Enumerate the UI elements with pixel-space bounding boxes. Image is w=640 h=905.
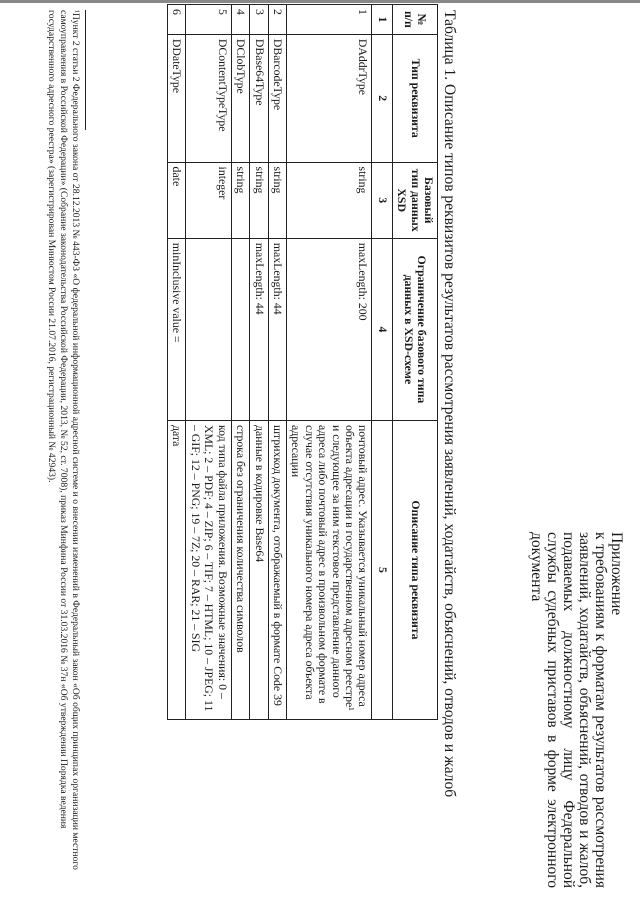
appendix-block	[528, 532, 624, 888]
row-restriction: maxLength: 200	[286, 238, 371, 420]
row-xsd-base: string	[231, 162, 249, 238]
row-description: код типа файла приложения. Возможные значения: 0 – XML; 2 – PDF; 4 – ZIP; 6 – TIF; 7 – HTML; 10 – JPEG; 11 – GIF; 12 – PNG; 19 – 7Z; 20 – RAR; 21 – SIG	[186, 420, 231, 719]
row-number: 1	[286, 5, 371, 35]
header-type: Тип реквизита	[392, 34, 437, 162]
row-number: 2	[268, 5, 286, 35]
row-number: 4	[231, 5, 249, 35]
row-xsd-base: string	[268, 162, 286, 238]
footnote: ¹Пункт 2 статьи 2 Федерального закона от 28.12.2013 № 443-ФЗ «О федеральной информационной адресной системе и о внесении изменений в Федеральный закон «Об общих принципах организации местного самоуправления в Российской Федерации» (Собрание законодательства Российской Федерации, 2013, № 52, ст. 7008), приказ Минфина России от 31.03.2016 № 37н «Об утверждении Порядка ведения государственного адресного реестра» (зарегистрирован Минюстом России 21.07.2016, регистрационный № 42943).	[46, 10, 81, 870]
row-type: DContentTypeType	[186, 34, 231, 162]
column-number-row	[372, 5, 392, 720]
table-row	[286, 5, 371, 720]
table-caption: Таблица 1. Описание типов реквизитов результатов рассмотрения заявлений, ходатайств, объяснений, отводов и жалоб	[441, 10, 458, 798]
page-edge	[0, 0, 640, 3]
column-number: 4	[372, 238, 392, 420]
row-restriction: minInclusive value =	[168, 238, 186, 420]
appendix-text: к требованиям к форматам результатов рассмотрения заявлений, ходатайств, объяснений, отводов и жалоб, подаваемых должностному лицу Федеральной службы судебных приставов в форме электронного документа	[528, 532, 609, 888]
header-xsd-base: Базовый тип данных XSD	[392, 162, 437, 238]
row-xsd-base: integer	[186, 162, 231, 238]
row-description: данные в кодировке Base64	[250, 420, 268, 719]
row-number: 5	[186, 5, 231, 35]
table-row	[168, 5, 186, 720]
rotated-document-page	[6, 4, 636, 904]
table-row	[186, 5, 231, 720]
row-xsd-base: date	[168, 162, 186, 238]
table-row	[268, 5, 286, 720]
row-number: 6	[168, 5, 186, 35]
row-description: штрихкод документа, отображаемый в формате Code 39	[268, 420, 286, 719]
row-restriction: maxLength: 44	[250, 238, 268, 420]
row-type: DBase64Type	[250, 34, 268, 162]
column-number: 1	[372, 5, 392, 35]
header-number: № п/п	[392, 5, 437, 35]
row-restriction: maxLength: 44	[268, 238, 286, 420]
footnote-divider	[85, 10, 86, 130]
row-restriction	[186, 238, 231, 420]
column-number: 2	[372, 34, 392, 162]
appendix-heading: Приложение	[608, 532, 625, 616]
table-header-row	[392, 5, 437, 720]
row-description: строка без ограничения количества символов	[231, 420, 249, 719]
row-type: DDateType	[168, 34, 186, 162]
header-description: Описание типа реквизита	[392, 420, 437, 719]
row-type: DBarcodeType	[268, 34, 286, 162]
requisite-types-table	[167, 4, 438, 720]
row-restriction	[231, 238, 249, 420]
row-xsd-base: string	[250, 162, 268, 238]
row-type: DClobType	[231, 34, 249, 162]
row-description: дата	[168, 420, 186, 719]
column-number: 5	[372, 420, 392, 719]
table-row	[231, 5, 249, 720]
row-description: почтовый адрес. Указывается уникальный номер адреса объекта адресации в государственном адресном реестре¹ и следующее за ним текстовое представление данного адреса либо почтовый адрес в произвольном формате в случае отсутствия уникального номера адреса объекта адресации	[286, 420, 371, 719]
row-type: DAddrType	[286, 34, 371, 162]
column-number: 3	[372, 162, 392, 238]
table-row	[250, 5, 268, 720]
header-restriction: Ограничение базового типа данных в XSD-схеме	[392, 238, 437, 420]
row-xsd-base: string	[286, 162, 371, 238]
row-number: 3	[250, 5, 268, 35]
